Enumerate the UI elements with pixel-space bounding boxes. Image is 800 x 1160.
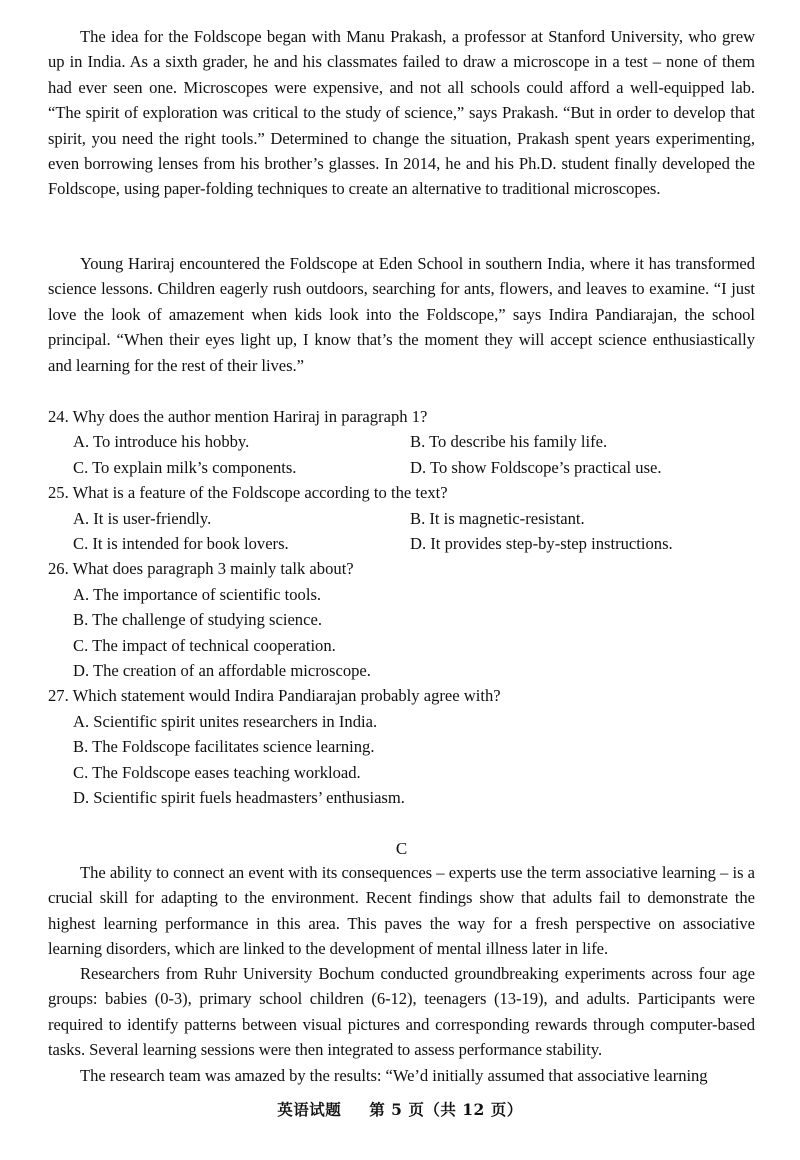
question-stem: 26. What does paragraph 3 mainly talk about? bbox=[48, 559, 354, 579]
option-a: A. To introduce his hobby. bbox=[73, 432, 250, 452]
option-a: A. Scientific spirit unites researchers in India. bbox=[73, 711, 378, 731]
option-b: B. To describe his family life. bbox=[410, 432, 608, 452]
option-list bbox=[48, 582, 755, 684]
section-heading-c: C bbox=[395, 839, 408, 858]
page-footer bbox=[0, 1098, 800, 1120]
option-list bbox=[48, 709, 755, 811]
option-b: B. It is magnetic-resistant. bbox=[410, 508, 585, 528]
question-stem: 27. Which statement would Indira Pandiarajan probably agree with? bbox=[48, 686, 501, 706]
option-c: C. The Foldscope eases teaching workload. bbox=[73, 762, 361, 782]
option-a: A. It is user-friendly. bbox=[73, 508, 212, 528]
option-d: D. To show Foldscope’s practical use. bbox=[410, 457, 662, 477]
option-d: D. The creation of an affordable microscope. bbox=[73, 661, 371, 681]
option-c: C. To explain milk’s components. bbox=[73, 457, 297, 477]
passage-c-paragraph-1: The ability to connect an event with its consequences – experts use the term associative learning – is a crucial skill for adapting to the environment. Recent findings show that adults fail to demonstrate the highest learning performance in this area. This paves the way for a fresh perspective on associative learning disorders, which are linked to the development of mental illness later in life. bbox=[48, 863, 755, 959]
question-stem: 25. What is a feature of the Foldscope according to the text? bbox=[48, 483, 448, 503]
question-27 bbox=[48, 683, 755, 810]
passage-b-paragraph-3: Young Hariraj encountered the Foldscope at Eden School in southern India, where it has transformed science lessons. Children eagerly rush outdoors, searching for ants, flowers, and leaves to examine. “I just love the look of amazement when kids look into the Foldscope,” says Indira Pandiarajan, the school principal. “When their eyes light up, I know that’s the moment they will accept science enthusiastically and learning for the rest of their lives.” bbox=[48, 254, 755, 375]
option-b: B. The challenge of studying science. bbox=[73, 610, 322, 630]
option-d: D. Scientific spirit fuels headmasters’ enthusiasm. bbox=[73, 788, 405, 808]
option-b: B. The Foldscope facilitates science learning. bbox=[73, 737, 375, 757]
option-c: C. The impact of technical cooperation. bbox=[73, 635, 336, 655]
option-c: C. It is intended for book lovers. bbox=[73, 534, 289, 554]
passage-c-paragraph-2: Researchers from Ruhr University Bochum conducted groundbreaking experiments across four age groups: babies (0-3), primary school children (6-12), teenagers (13-19), and adults. Participants were required to identify patterns between visual pictures and corresponding rewards through computer-based tasks. Several learning sessions were then integrated to assess performance stability. bbox=[48, 964, 755, 1060]
option-list bbox=[48, 506, 755, 557]
passage-b-paragraph-2: The idea for the Foldscope began with Manu Prakash, a professor at Stanford University, who grew up in India. As a sixth grader, he and his classmates failed to draw a microscope in a test – none of them had ever seen one. Microscopes were expensive, and not all schools could afford a well-equipped lab. “The spirit of exploration was critical to the study of science,” says Prakash. “But in order to develop that spirit, you need the right tools.” Determined to change the situation, Prakash spent years experimenting, even borrowing lenses from his brother’s glasses. In 2014, he and his Ph.D. student finally developed the Foldscope, using paper-folding techniques to create an alternative to traditional microscopes. bbox=[48, 27, 755, 199]
question-stem: 24. Why does the author mention Hariraj in paragraph 1? bbox=[48, 407, 428, 426]
question-26 bbox=[48, 556, 755, 683]
footer-page-number: 第 5 页（共 12 页） bbox=[369, 1100, 523, 1119]
option-list bbox=[48, 429, 755, 480]
question-24 bbox=[48, 404, 755, 480]
option-d: D. It provides step-by-step instructions. bbox=[410, 534, 673, 554]
footer-subject: 英语试题 bbox=[277, 1100, 342, 1119]
option-a: A. The importance of scientific tools. bbox=[73, 584, 322, 604]
question-25 bbox=[48, 480, 755, 556]
passage-c-paragraph-3: The research team was amazed by the results: “We’d initially assumed that associative learning bbox=[80, 1066, 708, 1085]
question-list bbox=[48, 404, 755, 811]
